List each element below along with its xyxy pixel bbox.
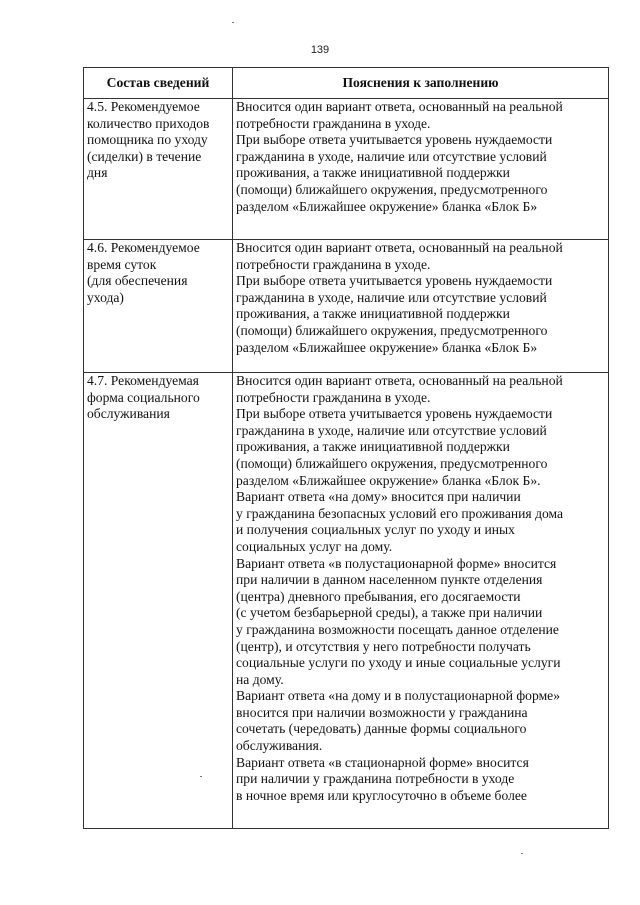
row-label-line: (для обеспечения bbox=[87, 273, 188, 289]
explanation-line: потребности гражданина в уходе. bbox=[236, 256, 431, 272]
explanation-line: у гражданина возможности посещать данное отделение bbox=[236, 621, 559, 637]
explanation-line: на дому. bbox=[236, 671, 284, 687]
table-header-row bbox=[84, 68, 609, 99]
explanation-line: (центр), и отсутствия у него потребности получать bbox=[236, 638, 531, 654]
explanation-line: вносится при наличии возможности у гражданина bbox=[236, 704, 528, 720]
explanation-line: проживания, а также инициативной поддержки bbox=[236, 165, 510, 181]
row-label-cell bbox=[84, 99, 233, 240]
explanation-line: (помощи) ближайшего окружения, предусмотренного bbox=[236, 322, 548, 338]
explanation-line: при наличии в данном населенном пункте отделения bbox=[236, 572, 543, 588]
column-header-explanations: Пояснения к заполнению bbox=[233, 68, 609, 99]
explanation-line: у гражданина безопасных условий его проживания дома bbox=[236, 505, 564, 521]
explanation-line: и получения социальных услуг по уходу и иных bbox=[236, 522, 515, 538]
explanation-line: Вариант ответа «на дому» вносится при наличии bbox=[236, 489, 521, 505]
explanation-line: гражданина в уходе, наличие или отсутствие условий bbox=[236, 148, 547, 164]
scan-speck bbox=[232, 22, 234, 23]
row-label-line: ухода) bbox=[87, 289, 124, 305]
table-row bbox=[84, 240, 609, 373]
explanation-line: сочетать (чередовать) данные формы социального bbox=[236, 721, 527, 737]
row-explanation-cell bbox=[233, 240, 609, 373]
row-label-line: время суток bbox=[87, 256, 157, 272]
explanation-line: социальных услуг на дому. bbox=[236, 538, 393, 554]
row-label-cell bbox=[84, 240, 233, 373]
row-label-line: 4.6. Рекомендуемое bbox=[87, 240, 200, 255]
table-row bbox=[84, 99, 609, 240]
explanation-line: проживания, а также инициативной поддержки bbox=[236, 439, 510, 455]
explanation-line: разделом «Ближайшее окружение» бланка «Блок Б». bbox=[236, 472, 541, 488]
explanation-line: При выборе ответа учитывается уровень нуждаемости bbox=[236, 406, 553, 422]
explanation-line: в ночное время или круглосуточно в объеме более bbox=[236, 787, 527, 803]
explanation-line: Вносится один вариант ответа, основанный на реальной bbox=[236, 373, 563, 388]
explanation-line: При выборе ответа учитывается уровень нуждаемости bbox=[236, 132, 553, 148]
row-label-line: 4.5. Рекомендуемое bbox=[87, 99, 200, 114]
explanation-line: (помощи) ближайшего окружения, предусмотренного bbox=[236, 181, 548, 197]
explanation-line: Вносится один вариант ответа, основанный на реальной bbox=[236, 240, 563, 255]
explanation-line: проживания, а также инициативной поддержки bbox=[236, 306, 510, 322]
instructions-table bbox=[83, 67, 609, 829]
column-header-composition: Состав сведений bbox=[84, 68, 233, 99]
scan-speck bbox=[521, 853, 523, 854]
page-number: 139 bbox=[310, 44, 330, 56]
row-label-line: 4.7. Рекомендуемая bbox=[87, 373, 199, 388]
row-explanation-cell bbox=[233, 373, 609, 829]
row-label-line: форма социального bbox=[87, 389, 200, 405]
explanation-line: потребности гражданина в уходе. bbox=[236, 389, 431, 405]
table-row bbox=[84, 373, 609, 829]
row-explanation-cell bbox=[233, 99, 609, 240]
explanation-line: потребности гражданина в уходе. bbox=[236, 115, 431, 131]
explanation-line: (с учетом безбарьерной среды), а также при наличии bbox=[236, 605, 543, 621]
row-label-line: обслуживания bbox=[87, 406, 170, 422]
scan-speck bbox=[200, 776, 202, 777]
explanation-line: (центра) дневного пребывания, его досягаемости bbox=[236, 588, 521, 604]
row-label-line: дня bbox=[87, 165, 108, 181]
explanation-line: Вносится один вариант ответа, основанный на реальной bbox=[236, 99, 563, 114]
row-label-line: количество приходов bbox=[87, 115, 210, 131]
explanation-line: Вариант ответа «в стационарной форме» вносится bbox=[236, 754, 529, 770]
explanation-line: гражданина в уходе, наличие или отсутствие условий bbox=[236, 422, 547, 438]
explanation-line: разделом «Ближайшее окружение» бланка «Блок Б» bbox=[236, 198, 538, 214]
explanation-line: обслуживания. bbox=[236, 738, 323, 754]
explanation-line: при наличии у гражданина потребности в уходе bbox=[236, 771, 515, 787]
row-label-cell bbox=[84, 373, 233, 829]
explanation-line: разделом «Ближайшее окружение» бланка «Блок Б» bbox=[236, 339, 538, 355]
row-label-line: помощника по уходу bbox=[87, 132, 208, 148]
explanation-line: Вариант ответа «на дому и в полустационарной форме» bbox=[236, 688, 561, 704]
explanation-line: гражданина в уходе, наличие или отсутствие условий bbox=[236, 289, 547, 305]
explanation-line: При выборе ответа учитывается уровень нуждаемости bbox=[236, 273, 553, 289]
explanation-line: социальные услуги по уходу и иные социальные услуги bbox=[236, 655, 561, 671]
explanation-line: (помощи) ближайшего окружения, предусмотренного bbox=[236, 455, 548, 471]
explanation-line: Вариант ответа «в полустационарной форме» вносится bbox=[236, 555, 557, 571]
row-label-line: (сиделки) в течение bbox=[87, 148, 202, 164]
